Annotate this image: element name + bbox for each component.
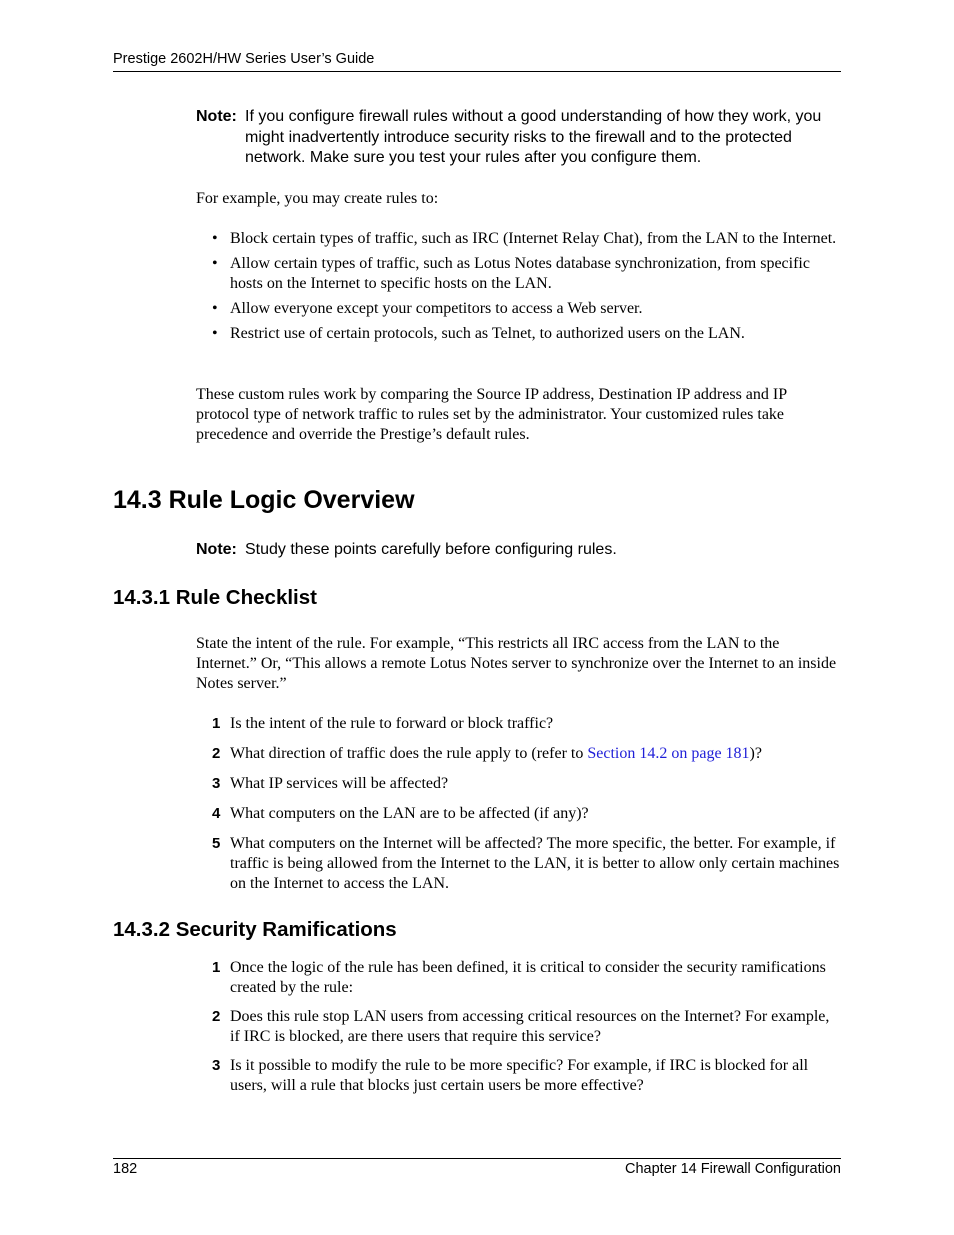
example-rules-list (196, 229, 841, 349)
security-ramification-steps (196, 958, 841, 1105)
step-number: 1 (212, 715, 221, 732)
note-label: Note: (196, 108, 237, 125)
bullet-icon: • (212, 300, 218, 317)
list-item (196, 714, 841, 734)
step-number: 3 (212, 1057, 221, 1074)
note-firewall-warning (196, 107, 841, 169)
bullet-icon: • (212, 325, 218, 342)
list-item (196, 299, 841, 319)
running-header: Prestige 2602H/HW Series User’s Guide (113, 51, 375, 67)
list-item (196, 1007, 841, 1047)
list-item (196, 324, 841, 344)
list-item (196, 744, 841, 764)
chapter-footer: Chapter 14 Firewall Configuration (625, 1161, 841, 1177)
note-text: Study these points carefully before configuring rules. (245, 541, 617, 558)
list-item-text: Allow everyone except your competitors to access a Web server. (230, 300, 643, 317)
note-label: Note: (196, 541, 237, 558)
note-text: If you configure firewall rules without a good understanding of how they work, you might inadvertently introduce security risks to the firewall and to the protected network. Make sure you test your rules after you configure them. (245, 108, 822, 166)
step-text: What computers on the Internet will be affected? The more specific, the better. For example, if traffic is being allowed from the Internet to the LAN, it is better to allow only certain machines on the Internet to access the LAN. (230, 835, 840, 892)
step-text: Once the logic of the rule has been defined, it is critical to consider the security ramifications created by the rule: (230, 959, 826, 996)
step-number: 1 (212, 959, 221, 976)
list-item-text: Restrict use of certain protocols, such as Telnet, to authorized users on the LAN. (230, 325, 745, 342)
step-text-after: )? (749, 745, 762, 762)
step-text: What computers on the LAN are to be affected (if any)? (230, 805, 589, 822)
step-text: Is the intent of the rule to forward or block traffic? (230, 715, 554, 732)
list-item (196, 1056, 841, 1096)
section-heading-14-3-1: 14.3.1 Rule Checklist (113, 586, 317, 609)
custom-rules-paragraph: These custom rules work by comparing the Source IP address, Destination IP address and IP protocol type of network traffic to rules set by the administrator. Your customized rules take precedence and override the Prestige’s default rules. (196, 386, 787, 443)
section-heading-14-3: 14.3 Rule Logic Overview (113, 486, 415, 514)
list-item (196, 804, 841, 824)
step-text: What IP services will be affected? (230, 775, 449, 792)
section-heading-14-3-2: 14.3.2 Security Ramifications (113, 918, 397, 941)
list-item-text: Block certain types of traffic, such as IRC (Internet Relay Chat), from the LAN to the Internet. (230, 230, 837, 247)
checklist-intro-paragraph: State the intent of the rule. For example, “This restricts all IRC access from the LAN to the Internet.” Or, “This allows a remote Lotus Notes server to synchronize over the Internet to an inside Notes server.” (196, 635, 837, 692)
list-item (196, 254, 841, 294)
list-item (196, 229, 841, 249)
step-number: 2 (212, 745, 221, 762)
page-number: 182 (113, 1161, 138, 1177)
list-item-text: Allow certain types of traffic, such as Lotus Notes database synchronization, from specific hosts on the Internet to specific hosts on the LAN. (230, 255, 810, 292)
section-14-2-link[interactable]: Section 14.2 on page 181 (587, 745, 750, 762)
footer-rule (113, 1158, 841, 1159)
rule-checklist-steps (196, 714, 841, 904)
intro-paragraph: For example, you may create rules to: (196, 190, 439, 207)
step-number: 3 (212, 775, 221, 792)
list-item (196, 834, 841, 894)
step-number: 2 (212, 1008, 221, 1025)
step-number: 5 (212, 835, 221, 852)
step-text: What direction of traffic does the rule apply to (refer to (230, 745, 588, 762)
bullet-icon: • (212, 230, 218, 247)
note-study-points (196, 540, 841, 561)
step-text: Does this rule stop LAN users from accessing critical resources on the Internet? For example, if IRC is blocked, are there users that require this service? (230, 1008, 830, 1045)
list-item (196, 774, 841, 794)
bullet-icon: • (212, 255, 218, 272)
list-item (196, 958, 841, 998)
step-text: Is it possible to modify the rule to be more specific? For example, if IRC is blocked for all users, will a rule that blocks just certain users be more effective? (230, 1057, 809, 1094)
step-number: 4 (212, 805, 221, 822)
header-rule (113, 71, 841, 72)
